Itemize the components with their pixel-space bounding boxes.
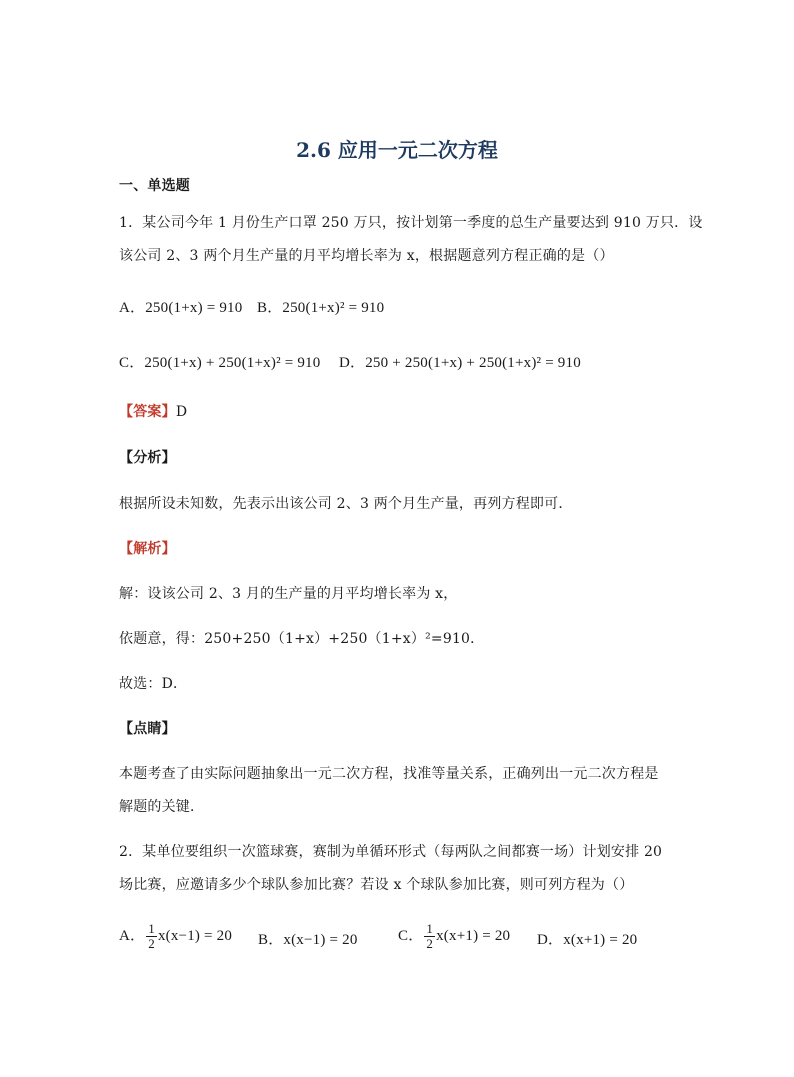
answer-label: 【答案】 (119, 404, 176, 420)
q1-answer (119, 402, 187, 422)
q2-option-c-expr: x(x+1) = 20 (436, 927, 511, 944)
page-title: 2.6 应用一元二次方程 (296, 138, 498, 162)
q2-stem-line1: 2．某单位要组织一次篮球赛，赛制为单循环形式（每两队之间都赛一场）计划安排 20 (119, 844, 663, 860)
fraction-denominator: 2 (426, 936, 434, 951)
comment-line1: 本题考查了由实际问题抽象出一元二次方程，找准等量关系，正确列出一元二次方程是 (119, 766, 659, 782)
section-heading: 一、单选题 (119, 178, 190, 194)
comment-line2: 解题的关键． (119, 799, 205, 815)
q2-option-d: D．x(x+1) = 20 (537, 932, 638, 948)
solution-label: 【解析】 (119, 541, 176, 557)
q2-option-b: B．x(x−1) = 20 (258, 932, 358, 948)
fraction-numerator: 1 (148, 921, 155, 936)
solution-line1: 解：设该公司 2、3 月的生产量的月平均增长率为 x， (119, 586, 458, 602)
fraction-numerator: 1 (426, 921, 434, 936)
q1-stem-line2: 该公司 2、3 两个月生产量的月平均增长率为 x，根据题意列方程正确的是（） (119, 248, 614, 264)
q1-stem-line1: 1．某公司今年 1 月份生产口罩 250 万只，按计划第一季度的总生产量要达到 910 万只．设 (119, 215, 703, 231)
q1-option-a: A．250(1+x) = 910 (119, 300, 243, 316)
q2-option-c-fraction (424, 922, 435, 951)
q2-option-a-fraction (146, 922, 157, 951)
q2-stem-line2: 场比赛，应邀请多少个球队参加比赛？若设 x 个球队参加比赛，则可列方程为（） (119, 877, 634, 893)
q2-option-a-expr: x(x−1) = 20 (157, 927, 233, 944)
comment-label: 【点睛】 (119, 721, 176, 737)
q1-option-d: D．250 + 250(1+x) + 250(1+x)² = 910 (339, 355, 581, 371)
fraction-denominator: 2 (148, 936, 155, 951)
answer-value: D (175, 404, 188, 420)
analysis-text: 根据所设未知数，先表示出该公司 2、3 两个月生产量，再列方程即可． (119, 496, 573, 512)
q2-option-c (398, 922, 510, 951)
q2-option-a-label: A． (119, 927, 146, 944)
q1-option-c: C．250(1+x) + 250(1+x)² = 910 (119, 355, 321, 371)
solution-line2: 依题意，得：250+250（1+x）+250（1+x）²=910． (119, 631, 485, 647)
analysis-label: 【分析】 (119, 450, 176, 466)
q2-option-c-label: C． (398, 927, 424, 944)
q1-option-b: B．250(1+x)² = 910 (257, 300, 385, 316)
q2-option-a (119, 922, 232, 951)
solution-line3: 故选：D． (119, 676, 188, 692)
